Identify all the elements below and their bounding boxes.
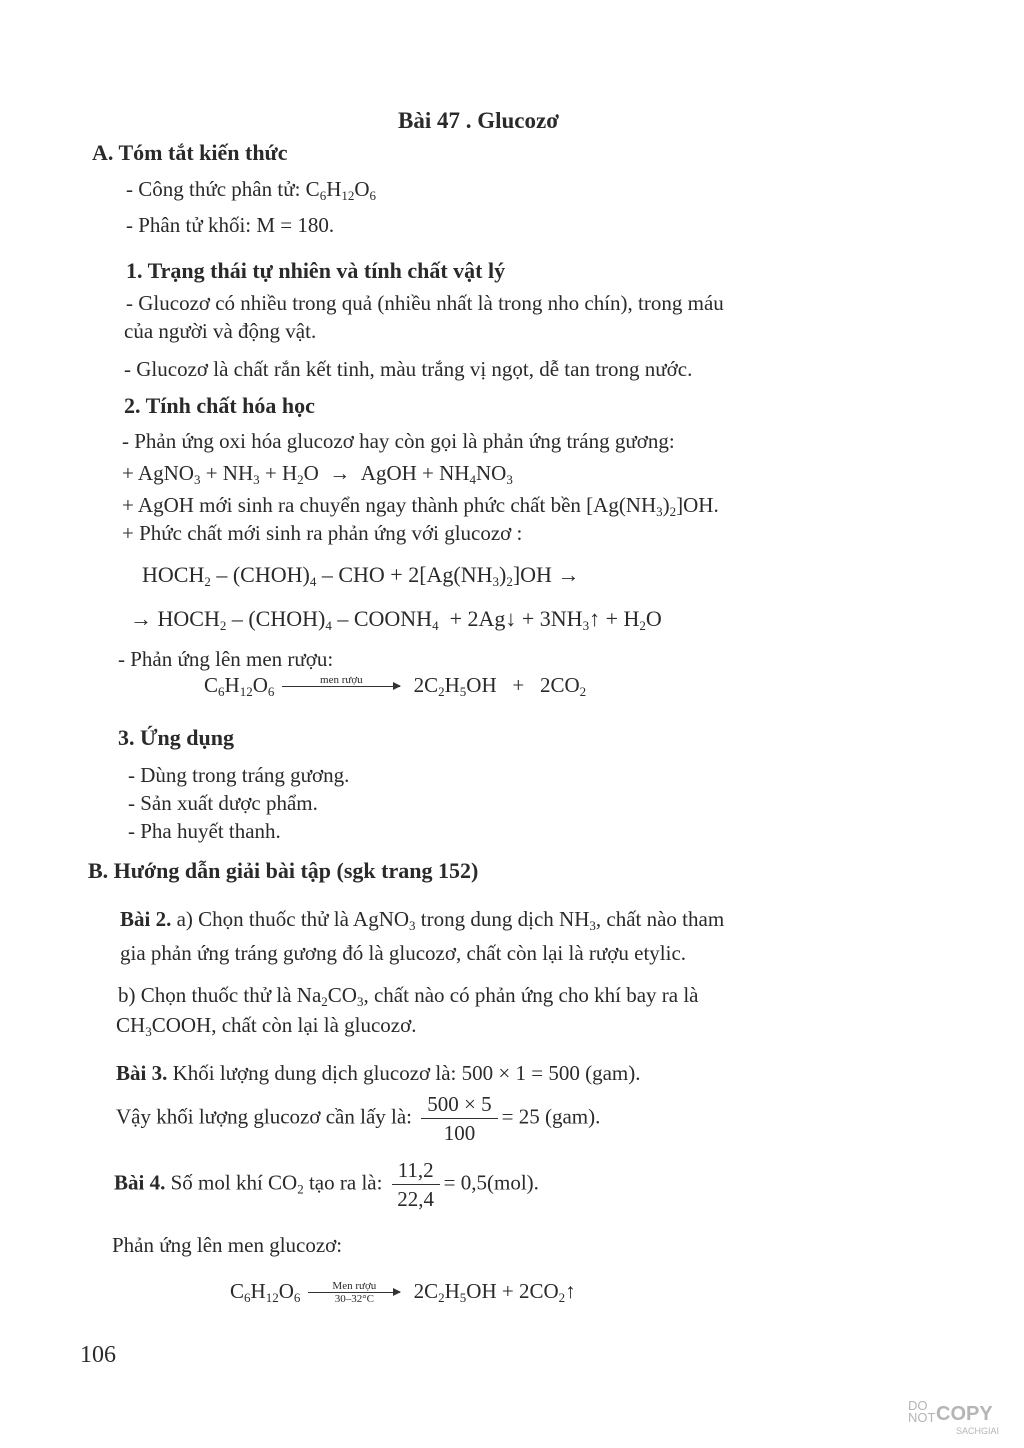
section-a-heading: A. Tóm tắt kiến thức bbox=[92, 140, 288, 165]
reaction-equation-2a: $HOCH_2$ – $(CHOH)_4$ – CHO + $2[Ag(NH_3)_2]OH$ → bbox=[142, 562, 580, 589]
reaction-equation-1: + AgNO$_3$ + $NH_3 + H_2O$ → AgOH + $NH_4NO_3$ bbox=[122, 461, 513, 487]
fraction: $\frac{11,2}{22,4}$ bbox=[392, 1158, 440, 1211]
page-number: 106 bbox=[80, 1342, 116, 1368]
subsection-2-heading: 2. Tính chất hóa học bbox=[124, 393, 315, 418]
section-b-heading: B. Hướng dẫn giải bài tập (sgk trang 152) bbox=[88, 858, 479, 883]
exercise-2-line-3: b) Chọn thuốc thử là $Na_2CO_3$, chất nào có phản ứng cho khí bay ra là bbox=[118, 983, 699, 1009]
molar-mass-line: - Phân tử khối: M = 180. bbox=[126, 213, 335, 237]
page-title: Bài 47 . Glucozơ bbox=[398, 108, 559, 133]
paragraph-line: - Glucozơ là chất rắn kết tinh, màu trắng vị ngọt, dễ tan trong nước. bbox=[124, 357, 693, 381]
exercise-4-line-1: Bài 4. Số mol khí $CO_2$ tạo ra là: $\frac{11,2}{22,4}$ = 0,5(mol). bbox=[114, 1158, 539, 1211]
exercise-4-line-2: Phản ứng lên men glucozơ: bbox=[112, 1233, 343, 1257]
reaction-equation-2b: → $HOCH_2$ – $(CHOH)_4$ – $COONH_4$ + 2Ag↓ + $3NH_3↑ + H_2O$ bbox=[130, 606, 662, 633]
exercise-2-line-2: gia phản ứng tráng gương đó là glucozơ, chất còn lại là rượu etylic. bbox=[120, 941, 687, 965]
subsection-1-heading: 1. Trạng thái tự nhiên và tính chất vật lý bbox=[126, 258, 506, 283]
exercise-2-line-1: Bài 2. a) Chọn thuốc thử là AgNO$_3$ trong dung dịch $NH_3$, chất nào tham bbox=[120, 907, 725, 933]
paragraph-line: - Phản ứng lên men rượu: bbox=[118, 647, 334, 671]
fraction: $\frac{500 \times 5}{100}$ bbox=[421, 1092, 497, 1145]
list-item: - Sản xuất dược phẩm. bbox=[128, 791, 318, 815]
paragraph-line: + Phức chất mới sinh ra phản ứng với glucozơ : bbox=[122, 521, 523, 545]
fermentation-equation-2: $C_6H_{12}O_6$ Men rượu 30–32°C $2C_2H_5OH$ + $2CO_2↑$ bbox=[230, 1279, 576, 1306]
list-item: - Pha huyết thanh. bbox=[128, 819, 281, 843]
exercise-2-line-4: $CH_3COOH$, chất còn lại là glucozơ. bbox=[116, 1013, 417, 1039]
list-item: - Dùng trong tráng gương. bbox=[128, 763, 350, 787]
paragraph-line: + AgOH mới sinh ra chuyển ngay thành phức chất bền $[Ag(NH_3)_2]OH$. bbox=[122, 493, 719, 519]
subsection-3-heading: 3. Ứng dụng bbox=[118, 725, 234, 750]
paragraph-line: của người và động vật. bbox=[124, 319, 317, 343]
paragraph-line: - Phản ứng oxi hóa glucozơ hay còn gọi là phản ứng tráng gương: bbox=[122, 429, 675, 453]
exercise-3-line-1: Bài 3. Khối lượng dung dịch glucozơ là: 500 × 1 = 500 (gam). bbox=[116, 1061, 641, 1085]
exercise-3-line-2: Vậy khối lượng glucozơ cần lấy là: $\frac{500 \times 5}{100}$ = 25 (gam). bbox=[116, 1092, 601, 1145]
watermark-logo: DO NOT COPY SACHGIAI bbox=[908, 1398, 1000, 1436]
molecular-formula-line: - Công thức phân tử: $C_6H_{12}O_6$ bbox=[126, 177, 377, 203]
reaction-arrow: Men rượu 30–32°C bbox=[308, 1280, 400, 1306]
fermentation-equation: $C_6H_{12}O_6$ men rượu $2C_2H_5OH + 2CO_2$ bbox=[204, 673, 587, 699]
paragraph-line: - Glucozơ có nhiều trong quả (nhiều nhất là trong nho chín), trong máu bbox=[126, 291, 724, 315]
reaction-arrow: men rượu bbox=[282, 674, 400, 700]
